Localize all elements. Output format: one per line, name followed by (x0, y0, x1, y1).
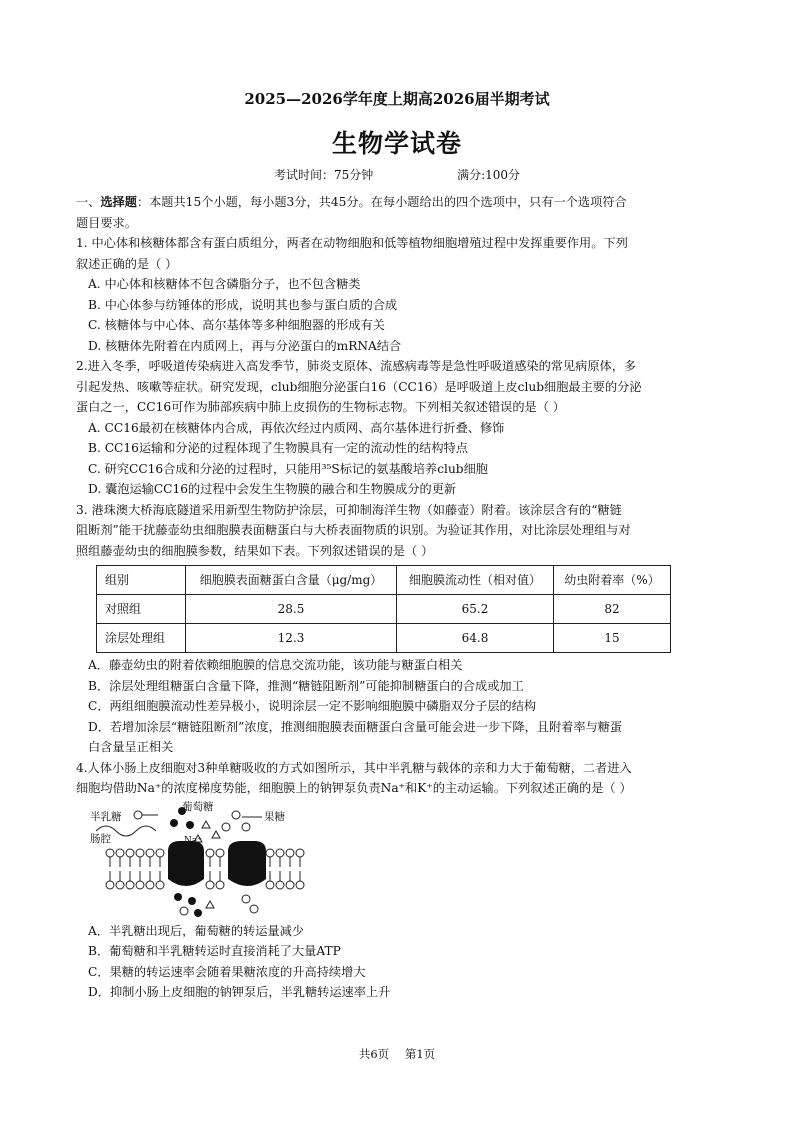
table-row (97, 595, 671, 624)
q1-option-b: B. 中心体参与纺锤体的形成，说明其也参与蛋白质的合成 (88, 297, 398, 312)
membrane-transport-figure (86, 801, 721, 919)
exam-meta (0, 166, 794, 183)
q2-option-b: B. CC16运输和分泌的过程体现了生物膜具有一定的流动性的结构特点 (88, 441, 468, 455)
q3-option-d-cont: 白含量呈正相关 (88, 740, 174, 754)
table-cell: 15 (554, 624, 671, 653)
section-label: 一、 (76, 195, 101, 209)
label-lumen: 肠腔 (90, 832, 111, 845)
exam-time: 考试时间：75分钟 (273, 168, 374, 182)
q1-stem-line: 1. 中心体和核糖体都含有蛋白质组分，两者在动物细胞和低等植物细胞增殖过程中发挥重要作用。下列 (76, 236, 628, 250)
q3-stem-line: 3. 港珠澳大桥海底隧道采用新型生物防护涂层，可抑制海洋生物（如藤壶）附着。该涂层含有的“糖链 (76, 502, 622, 517)
membrane-diagram (86, 801, 336, 919)
exam-score: 满分:100分 (457, 168, 521, 182)
q4-option-c: C．果糖的转运速率会随着果糖浓度的升高持续增大 (88, 964, 366, 979)
table-cell: 65.2 (397, 595, 554, 624)
table-header-row (97, 566, 671, 595)
q1-option-a: A. 中心体和核糖体不包含磷脂分子，也不包含糖类 (88, 277, 361, 291)
fructose-carrier (228, 841, 266, 886)
q2-stem-line: 蛋白之一，CC16可作为肺部疾病中肺上皮损伤的生物标志物。下列相关叙述错误的是（ ） (76, 400, 565, 414)
table-cell: 82 (554, 595, 671, 624)
q4-stem-line: 细胞均借助Na⁺的浓度梯度势能，细胞膜上的钠钾泵负责Na⁺和K⁺的主动运输。下列叙述正确的是（ ） (76, 781, 632, 795)
table-cell: 12.3 (186, 624, 397, 653)
q1-option-c: C. 核糖体与中心体、高尔基体等多种细胞器的形成有关 (88, 318, 385, 332)
q3-stem-line: 阻断剂”能干扰藤壶幼虫细胞膜表面糖蛋白与大桥表面物质的识别。为验证其作用，对比涂层处理组与对 (76, 523, 631, 537)
table-header-cell: 幼虫附着率（%） (554, 566, 671, 595)
q4-option-a: A．半乳糖出现后，葡萄糖的转运量减少 (88, 923, 304, 938)
footer-page: 第1页 (404, 1047, 436, 1061)
table-header-cell: 组别 (97, 566, 186, 595)
q4-option-b: B．葡萄糖和半乳糖转运时直接消耗了大量ATP (88, 944, 341, 958)
q2-option-d: D. 囊泡运输CC16的过程中会发生生物膜的融合和生物膜成分的更新 (88, 482, 457, 496)
q2-stem-line: 引起发热、咳嗽等症状。研究发现，club细胞分泌蛋白16（CC16）是呼吸道上皮club细胞最主要的分泌 (76, 379, 642, 394)
table-cell: 64.8 (397, 624, 554, 653)
label-glucose: 葡萄糖 (182, 800, 214, 813)
label-fructose: 果糖 (264, 810, 285, 823)
exam-body (76, 192, 721, 1003)
q2-stem-line: 2.进入冬季，呼吸道传染病进入高发季节，肺炎支原体、流感病毒等是急性呼吸道感染的常见病原体，多 (76, 359, 637, 373)
table-cell: 涂层处理组 (97, 624, 186, 653)
table-header-cell: 细胞膜流动性（相对值） (397, 566, 554, 595)
q3-option-a: A．藤壶幼虫的附着依赖细胞膜的信息交流功能，该功能与糖蛋白相关 (88, 658, 463, 672)
subject-title: 生物学试卷 (331, 129, 462, 158)
section-line2: 题目要求。 (76, 215, 137, 230)
section-bold: 选择题 (100, 195, 137, 209)
section-rest: ：本题共15个小题，每小题3分，共45分。在每小题给出的四个选项中，只有一个选项符合 (136, 195, 627, 209)
q1-stem-line: 叙述正确的是（ ） (76, 256, 178, 271)
label-galactose: 半乳糖 (90, 810, 122, 823)
page-footer (0, 1046, 794, 1062)
q4-option-d: D．抑制小肠上皮细胞的钠钾泵后，半乳糖转运速率上升 (88, 985, 391, 999)
q3-option-d: D．若增加涂层“糖链阻断剂”浓度，推测细胞膜表面糖蛋白含量可能会进一步下降，且附着率与糖蛋 (88, 719, 623, 734)
table-cell: 对照组 (97, 595, 186, 624)
table-row (97, 624, 671, 653)
q2-option-c: C. 研究CC16合成和分泌的过程时，只能用³⁵S标记的氨基酸培养club细胞 (88, 461, 488, 476)
section-heading (76, 192, 721, 213)
q3-option-c: C．两组细胞膜流动性差异极小，说明涂层一定不影响细胞膜中磷脂双分子层的结构 (88, 699, 537, 713)
label-na: Na⁺ (184, 835, 202, 846)
exam-title: 2025—2026学年度上期高2026届半期考试 (244, 90, 550, 108)
table-header-cell: 细胞膜表面糖蛋白含量（μg/mg） (186, 566, 397, 595)
table-cell: 28.5 (186, 595, 397, 624)
q2-option-a: A. CC16最初在核糖体内合成，再依次经过内质网、高尔基体进行折叠、修饰 (88, 420, 505, 435)
footer-total: 共6页 (358, 1047, 390, 1061)
q4-stem-line: 4.人体小肠上皮细胞对3种单糖吸收的方式如图所示，其中半乳糖与载体的亲和力大于葡萄糖，二者进入 (76, 760, 632, 775)
q3-stem-line: 照组藤壶幼虫的细胞膜参数，结果如下表。下列叙述错误的是（ ） (76, 543, 434, 558)
q1-option-d: D. 核糖体先附着在内质网上，再与分泌蛋白的mRNA结合 (88, 338, 402, 353)
q3-option-b: B．涂层处理组糖蛋白含量下降，推测“糖链阻断剂”可能抑制糖蛋白的合成或加工 (88, 678, 524, 693)
q3-data-table (96, 565, 671, 653)
